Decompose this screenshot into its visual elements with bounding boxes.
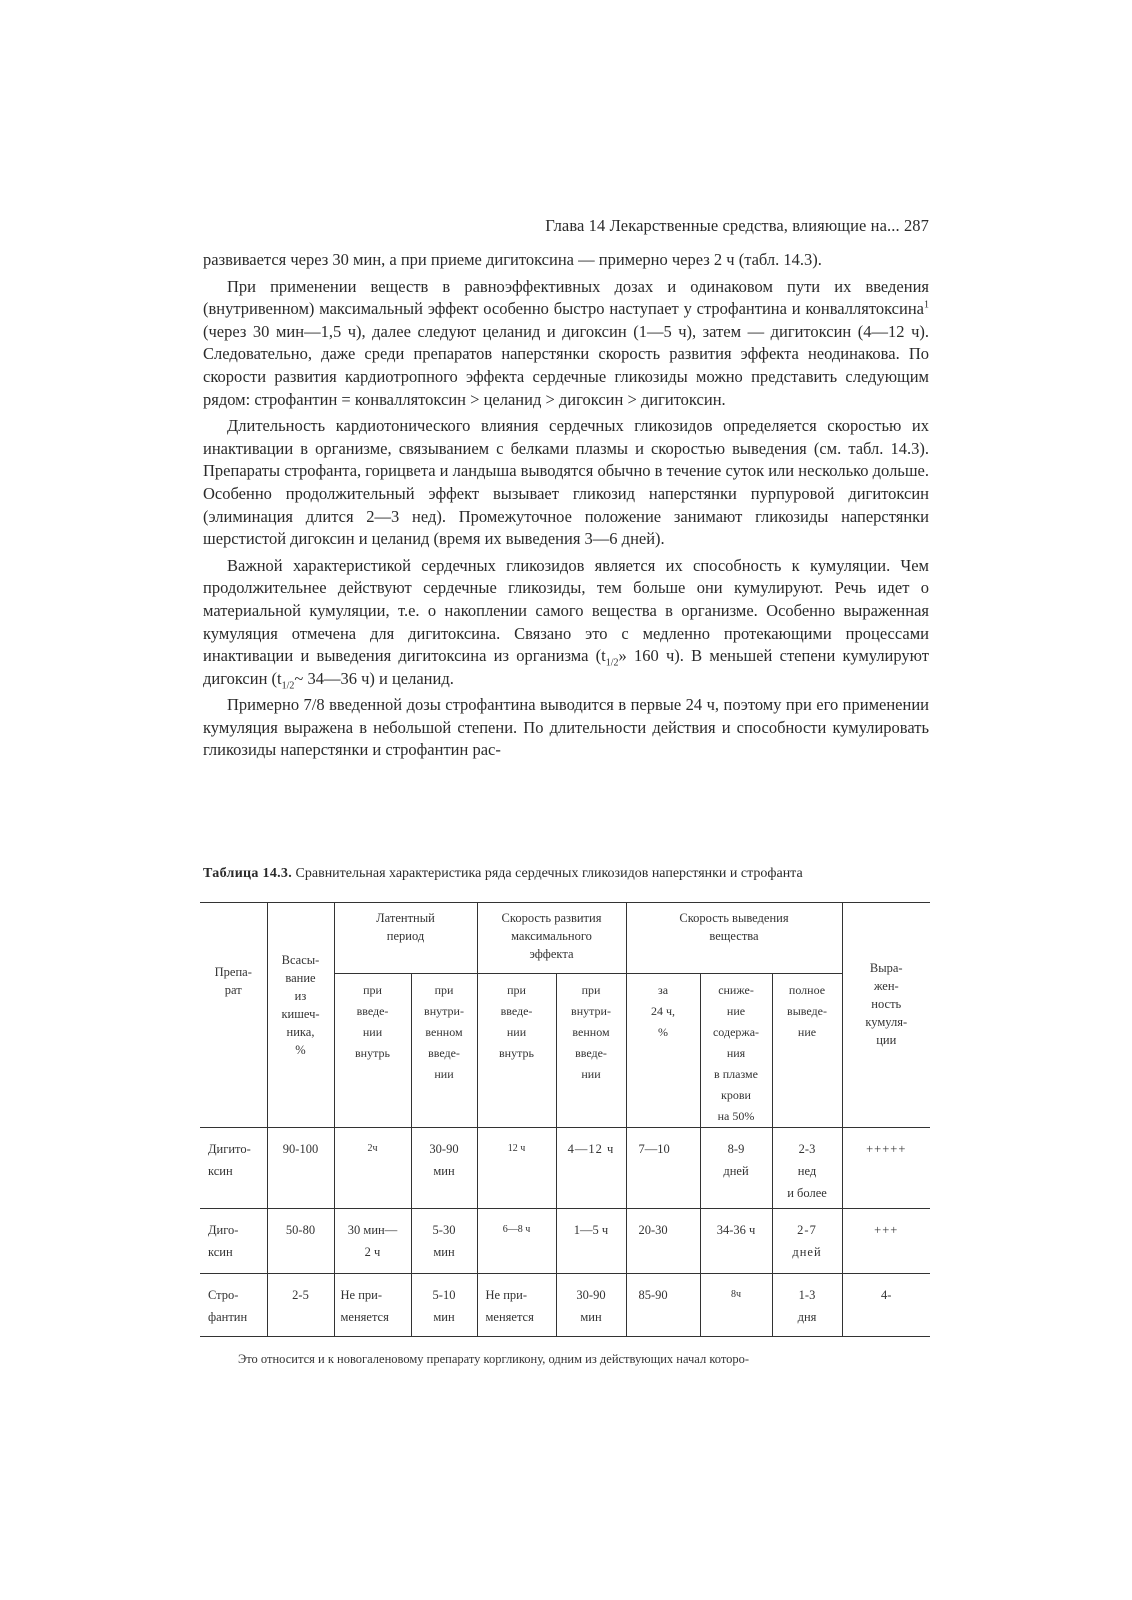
cell-plasma-50: 34-36 ч xyxy=(700,1209,772,1274)
header-elimination-speed: Скорость выведения вещества xyxy=(626,903,842,974)
cell-max-iv: 30-90 мин xyxy=(556,1274,626,1337)
paragraph-4: Важной характеристикой сердечных гликозидов является их способность к кумуляции. Чем продолжительнее действуют сердечные гликозиды, тем больше они кумулируют. Речь идет о материальной кумуляции, т.е. о накоплении самого вещества в организме. Особенно выраженная кумуляция отмечена для дигитоксина. Связано это с медленно протекающими процессами инактивации и выведения дигитоксина из организма ($t_{1/2}$» 160 ч). В меньшей степени кумулируют дигоксин ($t_{1/2}\sim$ 34—36 ч) и целанид. xyxy=(203,555,929,691)
header-latent-oral: при введе- нии внутрь xyxy=(334,974,411,1128)
cell-absorption: 2-5 xyxy=(267,1274,334,1337)
table-caption xyxy=(203,865,929,882)
glycoside-comparison-table xyxy=(200,902,930,1337)
header-per-24h: за 24 ч, % xyxy=(626,974,700,1128)
header-cumulation: Выра- жен- ность кумуля- ции xyxy=(842,903,930,1128)
cell-latent-iv: 5-10 мин xyxy=(411,1274,477,1337)
header-max-effect-speed: Скорость развития максимального эффекта xyxy=(477,903,626,974)
cell-max-oral: Не при- меняется xyxy=(477,1274,556,1337)
header-max-oral: при введе- нии внутрь xyxy=(477,974,556,1128)
cell-per-24h: 20-30 xyxy=(626,1209,700,1274)
cell-full-elimination: 2-7 дней xyxy=(772,1209,842,1274)
paragraph-2: При применении веществ в равноэффективных дозах и одинаковом пути их введения (внутривенном) максимальный эффект особенно быстро наступает у строфантина и конваллятоксина$^1$ (через 30 мин—1,5 ч), далее следуют целанид и дигоксин (1—5 ч), затем — дигитоксин (4—12 ч). Следовательно, даже среди препаратов наперстянки скорость развития эффекта неодинакова. По скорости развития кардиотропного эффекта сердечные гликозиды можно представить следующим рядом: строфантин = конваллятоксин > целанид > дигоксин > дигитоксин. xyxy=(203,276,929,409)
table-row-digitoxin xyxy=(200,1128,930,1209)
cell-plasma-50: 8-9 дней xyxy=(700,1128,772,1209)
cell-latent-iv: 5-30 мин xyxy=(411,1209,477,1274)
header-plasma-50: сниже- ние содержа- ния в плазме крови на 50% xyxy=(700,974,772,1128)
cell-absorption: 50-80 xyxy=(267,1209,334,1274)
header-full-elimination: полное выведе- ние xyxy=(772,974,842,1128)
cell-latent-oral: 2ч xyxy=(334,1128,411,1209)
paragraph-3: Длительность кардиотонического влияния сердечных гликозидов определяется скоростью их инактивации в организме, связыванием с белками плазмы и скоростью выведения (см. табл. 14.3). Препараты строфанта, горицвета и ландыша выводятся обычно в течение суток или несколько дольше. Особенно продолжительный эффект вызывает гликозид наперстянки пурпуровой дигитоксин (элиминация длится 2—3 нед). Промежуточное положение занимают гликозиды наперстянки шерстистой дигоксин и целанид (время их выведения 3—6 дней). xyxy=(203,416,929,549)
header-drug: Препа- рат xyxy=(200,903,267,1128)
running-header: Глава 14 Лекарственные средства, влияющие на... 287 xyxy=(545,216,929,235)
cell-per-24h: 85-90 xyxy=(626,1274,700,1337)
header-latent-iv: при внутри- венном введе- нии xyxy=(411,974,477,1128)
cell-max-iv: 1—5 ч xyxy=(556,1209,626,1274)
footnote-marker: 1 xyxy=(924,299,929,311)
header-absorption: Всасы- вание из кишеч- ника, % xyxy=(267,903,334,1128)
cell-drug: Дигито- ксин xyxy=(200,1128,267,1209)
cell-cumulation: +++ xyxy=(842,1209,930,1274)
footnote: Это относится и к новогаленовому препарату коргликону, одним из действующих начал которо- xyxy=(238,1352,750,1366)
header-max-iv: при внутри- венном введе- нии xyxy=(556,974,626,1128)
table-caption-text: Сравнительная характеристика ряда сердечных гликозидов наперстянки и строфанта xyxy=(292,866,803,881)
body-text xyxy=(203,249,929,766)
cell-full-elimination: 2-3 нед и более xyxy=(772,1128,842,1209)
cell-drug: Стро- фантин xyxy=(200,1274,267,1337)
cell-max-oral: 12 ч xyxy=(477,1128,556,1209)
header-latent-period: Латентный период xyxy=(334,903,477,974)
cell-cumulation: 4- xyxy=(842,1274,930,1337)
paragraph-5: Примерно 7/8 введенной дозы строфантина выводится в первые 24 ч, поэтому при его применении кумуляция выражена в небольшой степени. По длительности действия и способности кумулировать гликозиды наперстянки и строфантин рас- xyxy=(203,695,929,760)
cell-max-oral: 6—8 ч xyxy=(477,1209,556,1274)
cell-max-iv: 4—12 ч xyxy=(556,1128,626,1209)
table-caption-label: Таблица 14.3. xyxy=(203,866,293,881)
cell-latent-oral: 30 мин— 2 ч xyxy=(334,1209,411,1274)
cell-latent-oral: Не при- меняется xyxy=(334,1274,411,1337)
table-row-digoxin xyxy=(200,1209,930,1274)
table-row-strophanthin xyxy=(200,1274,930,1337)
paragraph-1: развивается через 30 мин, а при приеме дигитоксина — примерно через 2 ч (табл. 14.3). xyxy=(203,250,822,269)
cell-full-elimination: 1-3 дня xyxy=(772,1274,842,1337)
cell-plasma-50: 8ч xyxy=(700,1274,772,1337)
cell-latent-iv: 30-90 мин xyxy=(411,1128,477,1209)
cell-absorption: 90-100 xyxy=(267,1128,334,1209)
cell-per-24h: 7—10 xyxy=(626,1128,700,1209)
cell-drug: Диго- ксин xyxy=(200,1209,267,1274)
cell-cumulation: +++++ xyxy=(842,1128,930,1209)
